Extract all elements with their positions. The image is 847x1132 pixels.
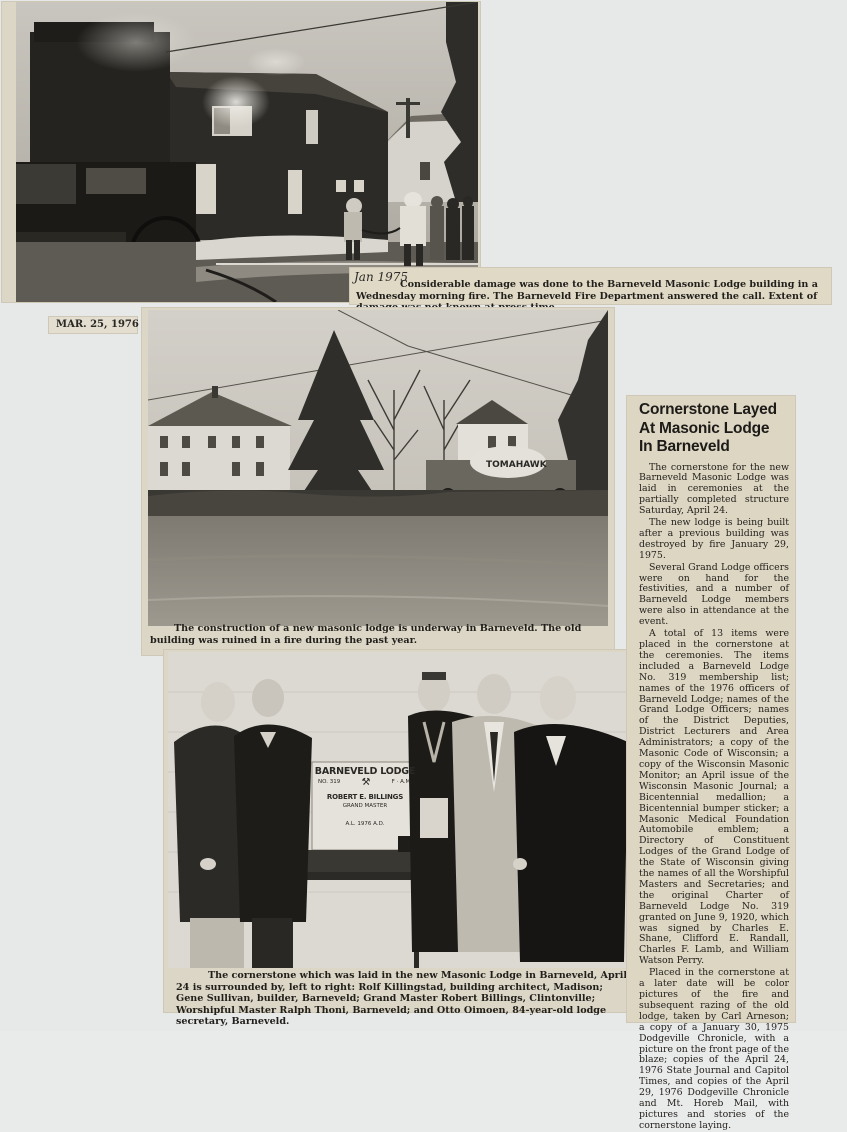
- sign-lodge-rite: F · A.M.: [391, 779, 412, 785]
- headline-line-2: At Masonic Lodge: [639, 419, 770, 437]
- article-paragraph: Placed in the cornerstone at a later date will be color pictures of the fire and subsequent razing of the old lodge, taken by Carl Arneson; a copy of a January 30, 1975 Dodgeville Chronicle, with a picture on the front page of the blaze; copies of the April 24, 1976 State Journal and Capitol Times, and copies of the April 29, 1976 Dodgeville Chronicle and Mt. Horeb Mail, with pictures and stories of the cornerstone laying.: [639, 967, 790, 1131]
- construction-caption: The construction of a new masonic lodge is underway in Barneveld. The old building was ruined in a fire during the past year.: [150, 623, 582, 646]
- construction-photo: [148, 310, 608, 626]
- article-paragraph: A total of 13 items were placed in the cornerstone at the ceremonies. The items included a Barneveld Lodge No. 319 membership list; names of the 1976 officers of Barneveld Lodge; names of the Grand Lodge Officers; names of the District Deputies, District Lecturers and Area Administrators; a copy of the Masonic Code of Wisconsin; a copy of the Wisconsin Masonic Monitor; an April issue of the Wisconsin Masonic Journal; a Bicentennial medallion; a Bicentennial bumper sticker; a Masonic Medical Foundation Automobile emblem; a Directory of Constituent Lodges of the Grand Lodge of the State of Wisconsin giving the names of all the Worshipful Masters and Secretaries; and the original Charter of Barneveld Lodge No. 319 granted on June 9, 1920, which was signed by Charles E. Shane, Clifford E. Randall, Charles F. Lamb, and William Watson Perry.: [639, 628, 789, 967]
- cornerstone-photo: [168, 652, 632, 968]
- article-clipping: [627, 396, 795, 1131]
- article-paragraph: Several Grand Lodge officers were on hand for the festivities, and a number of Barneveld Lodge members were also in attendance at the event.: [639, 561, 789, 628]
- sign-year: A.L. 1976 A.D.: [345, 821, 385, 827]
- article-body: [627, 461, 795, 1132]
- sign-lodge-number-row: [314, 777, 416, 787]
- sign-master-name: ROBERT E. BILLINGS: [326, 793, 404, 801]
- sign-lodge-number: NO. 319: [318, 779, 341, 785]
- cornerstone-caption: The cornerstone which was laid in the new Masonic Lodge in Barneveld, April 24 is surrounded by, left to right: Rolf Killingstad, building architect, Madison; Gene Sullivan, builder, Barneveld; Grand Master Robert Billings, Clintonville; Worshipful Master Ralph Thoni, Barneveld; and Otto Oimoen, 84-year-old lodge secretary, Barneveld.: [176, 970, 627, 1027]
- handwritten-date: Jan 1975: [354, 270, 409, 284]
- headline-line-3: In Barneveld: [639, 438, 730, 455]
- fire-photo: [16, 2, 478, 302]
- clipping-dateline: MAR. 25, 1976: [56, 319, 139, 330]
- sign-master-title: GRAND MASTER: [342, 803, 388, 809]
- truck-lettering: TOMAHAWK: [486, 460, 547, 470]
- square-compass-icon: ⚒: [361, 777, 371, 788]
- article-headline: [627, 396, 795, 461]
- fire-caption: Considerable damage was done to the Barneveld Masonic Lodge building in a Wednesday morning fire. The Barneveld Fire Department answered the call. Extent of: [356, 279, 818, 302]
- headline-line-1: Cornerstone Layed: [639, 401, 777, 418]
- article-paragraph: The new lodge is being built after a previous building was destroyed by fire January 29, 1975.: [639, 517, 789, 561]
- sign-lodge-name: BARNEVELD LODGE: [314, 766, 416, 777]
- article-paragraph: The cornerstone for the new Barneveld Masonic Lodge was laid in ceremonies at the partially completed structure Saturday, April 24.: [639, 461, 789, 517]
- cornerstone-sign: [314, 766, 416, 827]
